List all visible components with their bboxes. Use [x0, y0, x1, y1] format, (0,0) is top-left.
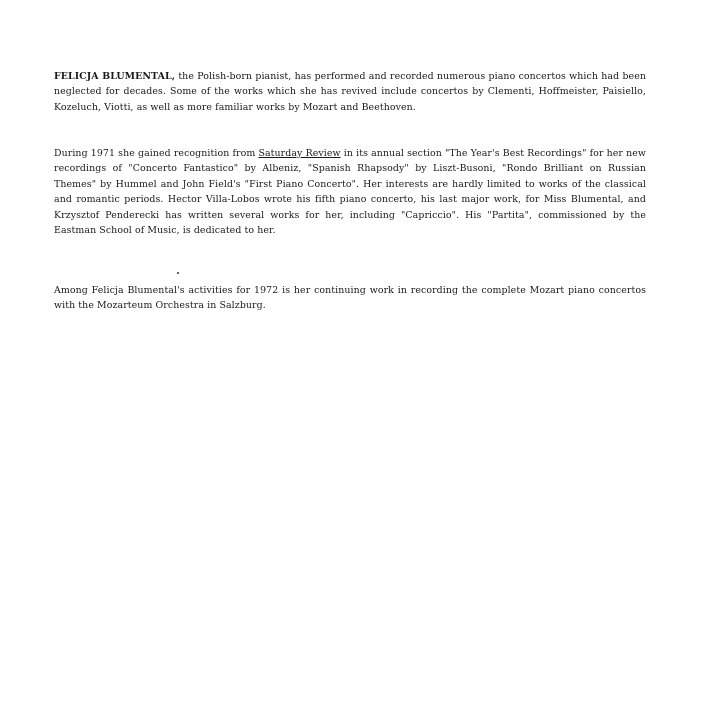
biography-paragraph-3: [54, 283, 646, 314]
publication-title: Saturday Review: [258, 148, 341, 159]
biography-paragraph-1: [54, 69, 646, 115]
paragraph-2-text-start: During 1971 she gained recognition from: [54, 148, 259, 159]
biography-paragraph-2: [54, 146, 646, 238]
scan-speck: [177, 272, 179, 274]
paragraph-3-text: Among Felicja Blumental's activities for 1972 is her continuing work in recording the complete Mozart piano concertos with the Mozarteum Orchestra in Salzburg.: [54, 285, 646, 312]
pianist-name: FELICJA BLUMENTAL,: [54, 71, 176, 82]
paragraph-1-text: the Polish-born pianist, has performed and recorded numerous piano concertos which had been neglected for decades. Some of the works which she has revived include concertos by Clementi, Hoffmeister, Paisiello, Kozeluch, Viotti, as well as more familiar works by Mozart and Beethoven.: [54, 71, 646, 113]
paragraph-2-text-end: in its annual section "The Year's Best Recordings" for her new recordings of "Concerto Fantastico" by Albeniz, "Spanish Rhapsody" by Liszt-Busoni, "Rondo Brilliant on Russian Themes" by Hummel and John Field's "First Piano Concerto". Her interests are hardly limited to works of the classical and romantic periods. Hector Villa-Lobos wrote his fifth piano concerto, his last major work, for Miss Blumental, and Krzysztof Penderecki has written several works for her, including "Capriccio". His "Partita", commissioned by the Eastman School of Music, is dedicated to her.: [54, 148, 646, 237]
